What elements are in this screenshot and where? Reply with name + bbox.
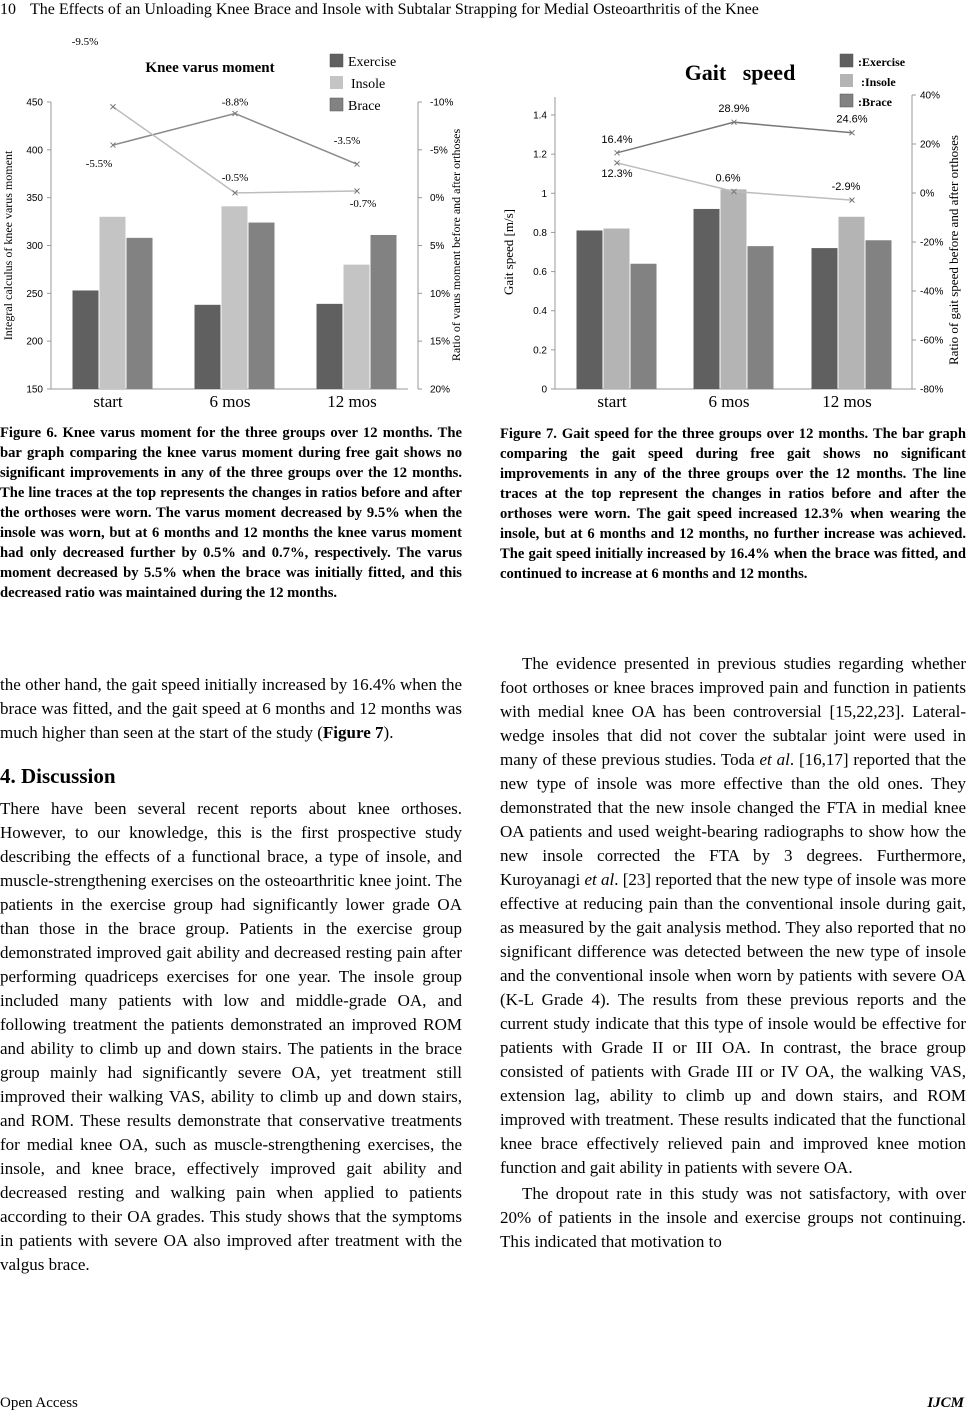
y-tick-label: 0.4 bbox=[533, 306, 547, 318]
line-data-label: -0.5% bbox=[221, 171, 249, 184]
figure-7-caption: Figure 7. Gait speed for the three groups over 12 months. The bar graph comparing the gait speed during free gait shows no significant improvements in any of the three groups over the 12 months. The line traces at the top represent the changes in ratios before and after the orthoses were worn. The gait speed increased 12.3% when wearing the insole, but at 6 months and 12 months, no further increase was achieved. The gait speed initially increased by 16.4% when the brace was fitted, and continued to increase at 6 months and 12 months. bbox=[500, 426, 966, 582]
text: the other hand, the gait speed initially increased by 16.4% when the brace was fitted, and the gait speed at 6 months and 12 months was much higher than seen at the start of the study ( bbox=[0, 675, 462, 742]
legend-swatch-exercise bbox=[840, 54, 853, 67]
y-tick-label: 400 bbox=[26, 145, 43, 157]
y2-axis-label: Ratio of gait speed before and after orthoses bbox=[946, 135, 961, 365]
running-title: The Effects of an Unloading Knee Brace and Insole with Subtalar Strapping for Medial Osteoarthritis of the Knee bbox=[30, 1, 759, 18]
bar-exercise bbox=[195, 305, 221, 389]
x-category-label: start bbox=[597, 392, 627, 411]
et-al: et al bbox=[584, 870, 615, 889]
bar-insole bbox=[839, 217, 865, 389]
bar-brace bbox=[866, 240, 892, 389]
bar-insole bbox=[100, 217, 126, 389]
y-tick-label: 350 bbox=[26, 193, 43, 205]
figure-7-chart bbox=[490, 50, 966, 410]
bar-brace bbox=[631, 264, 657, 389]
y2-tick-label: -20% bbox=[920, 237, 944, 249]
line-point-marker bbox=[111, 104, 116, 109]
bar-brace bbox=[249, 223, 275, 389]
et-al: et al bbox=[759, 750, 790, 769]
y2-tick-label: -80% bbox=[920, 384, 944, 396]
line-data-label: -0.7% bbox=[349, 197, 377, 210]
legend-swatch-insole bbox=[840, 74, 853, 87]
line-data-label: -9.5% bbox=[71, 35, 99, 48]
y-axis-label: Gait speed [m/s] bbox=[501, 209, 516, 295]
bar-brace bbox=[127, 238, 153, 389]
y-tick-label: 1.4 bbox=[533, 110, 547, 122]
legend-label: Insole bbox=[351, 77, 386, 92]
bar-brace bbox=[371, 235, 397, 389]
y-tick-label: 0.2 bbox=[533, 345, 547, 357]
y2-tick-label: 5% bbox=[430, 241, 445, 252]
line-data-label: 0.6% bbox=[715, 172, 741, 185]
legend-label: :Exercise bbox=[858, 55, 906, 69]
x-category-label: 6 mos bbox=[708, 392, 750, 411]
figure-7-reference[interactable]: Figure 7 bbox=[322, 723, 384, 742]
bar-brace bbox=[748, 246, 774, 389]
line-data-label: 24.6% bbox=[836, 113, 868, 126]
bar-exercise bbox=[73, 290, 99, 389]
paragraph-evidence bbox=[500, 652, 966, 1180]
chart-title: Gait speed bbox=[684, 60, 796, 85]
ratio-line-0 bbox=[113, 113, 357, 164]
y2-tick-label: 20% bbox=[430, 384, 451, 396]
figure-6-chart bbox=[0, 35, 470, 411]
figure-6-caption: Figure 6. Knee varus moment for the three groups over 12 months. The bar graph comparing the knee varus moment during free gait shows no significant improvements in any of the three groups over the 12 months. The line traces at the top represents the changes in ratios before and after the orthoses were worn. The varus moment decreased by 9.5% when the insole was worn, but at 6 months and 12 months the knee varus moment had only decreased further by 0.5% and 0.7%, respectively. The varus moment decreased by 5.5% when the brace was initially fitted, and this decreased ratio was maintained during the 12 months. bbox=[0, 425, 462, 601]
line-data-label: -5.5% bbox=[85, 158, 113, 171]
bar-exercise bbox=[577, 230, 603, 389]
text: . [23] reported that the new type of insole was more effective at reducing pain than the conventional insole during gait, as measured by the gait analysis method. They also reported that no significant difference was detected between the new type of insole and the conventional insole when worn by patients with severe OA (K-L Grade 4). The results from these previous reports and the current study indicate that this type of insole would be effective for patients with Grade II or III OA. In contrast, the brace group consisted of patients with Grade III or IV OA, the walking VAS, extension lag, ability to climb up and down stairs, and ROM improved with treatment. These results indicated that the functional knee brace effectively relieved pain and improved knee motion function and gait ability in patients with severe OA. bbox=[500, 870, 966, 1177]
y2-tick-label: -40% bbox=[920, 286, 944, 298]
footer-open-access: Open Access bbox=[0, 1395, 78, 1411]
legend-swatch-insole bbox=[330, 76, 343, 89]
x-category-label: 6 mos bbox=[209, 392, 251, 411]
legend-label: :Insole bbox=[861, 75, 896, 89]
y2-tick-label: -60% bbox=[920, 335, 944, 347]
y2-tick-label: -5% bbox=[430, 145, 448, 157]
y-tick-label: 0 bbox=[541, 384, 547, 396]
y-tick-label: 150 bbox=[26, 384, 43, 396]
legend-swatch-brace bbox=[840, 94, 853, 107]
y-tick-label: 1.2 bbox=[533, 149, 547, 161]
text: . [16,17] reported that the new type of insole was more effective than the old ones. They demonstrated that the new insole changed the FTA in medial knee OA patients and used weight-bearing radiographs to show how the new insole corrected the FTA by 3 degrees. Furthermore, Kuroyanagi bbox=[500, 750, 966, 889]
bar-insole bbox=[604, 229, 630, 389]
page-number: 10 bbox=[0, 1, 16, 18]
x-category-label: 12 mos bbox=[822, 392, 872, 411]
line-data-label: -3.5% bbox=[333, 135, 361, 148]
y2-tick-label: 15% bbox=[430, 336, 451, 348]
right-column bbox=[500, 652, 966, 1254]
bar-exercise bbox=[317, 304, 343, 389]
line-data-label: -2.9% bbox=[831, 181, 861, 194]
left-column bbox=[0, 673, 462, 1277]
discussion-paragraph: There have been several recent reports about knee orthoses. However, to our knowledge, this is the first prospective study describing the effects of a functional brace, a type of insole, and muscle-strengthening exercises on the osteoarthritic knee joint. The patients in the exercise group had significantly lower grade OA than those in the brace group. Patients in the exercise group demonstrated improved gait ability and decreased resting pain after performing quadriceps exercises for one year. The insole group included many patients with low and middle-grade OA, and following treatment the patients demonstrated an improved ROM and ability to climb up and down stairs. The patients in the brace group mainly had significantly severe OA, yet treatment still improved their walking VAS, ability to climb up and down stairs, and ROM. These results demonstrate that conservative treatments for medial knee OA, such as muscle-strengthening exercises, the insole, and knee brace, effectively improved gait ability and decreased resting and walking pain when applied to patients according to their OA grades. This study shows that the symptoms in patients with severe OA also improved after treatment with the valgus brace. bbox=[0, 799, 462, 1274]
y2-tick-label: 0% bbox=[430, 193, 445, 205]
legend-label: Exercise bbox=[348, 55, 397, 70]
y-tick-label: 450 bbox=[26, 97, 43, 109]
bar-exercise bbox=[812, 248, 838, 389]
y2-tick-label: 10% bbox=[430, 288, 451, 300]
text: The evidence presented in previous studies regarding whether foot orthoses or knee braces improved pain and function in patients with medial knee OA has been controversial [15,22,23]. Lateral-wedge insoles that did not cover the subtalar joint were used in many of these previous studies. Toda bbox=[500, 654, 966, 769]
y2-tick-label: 20% bbox=[920, 139, 941, 151]
y-tick-label: 250 bbox=[26, 288, 43, 300]
legend-swatch-brace bbox=[330, 98, 343, 111]
y2-tick-label: -10% bbox=[430, 97, 454, 109]
legend-label: :Brace bbox=[858, 95, 892, 109]
line-data-label: 16.4% bbox=[601, 133, 633, 146]
y-tick-label: 200 bbox=[26, 336, 43, 348]
paragraph-continued bbox=[0, 673, 462, 745]
chart-title: Knee varus moment bbox=[145, 60, 275, 76]
y-tick-label: 0.6 bbox=[533, 267, 547, 279]
line-data-label: 12.3% bbox=[601, 167, 633, 180]
ratio-line-0 bbox=[617, 122, 852, 153]
section-heading-discussion: 4. Discussion bbox=[0, 764, 116, 788]
line-data-label: 28.9% bbox=[718, 103, 750, 116]
paragraph-dropout: The dropout rate in this study was not satisfactory, with over 20% of patients in the insole and exercise groups not continuing. This indicated that motivation to bbox=[500, 1184, 966, 1251]
y-axis-label: Integral calculus of knee varus moment bbox=[1, 150, 15, 341]
y2-tick-label: 0% bbox=[920, 188, 935, 200]
footer-journal: IJCM bbox=[927, 1395, 964, 1411]
legend-label: Brace bbox=[348, 99, 381, 114]
legend-swatch-exercise bbox=[330, 54, 343, 67]
text: ). bbox=[383, 723, 394, 742]
line-data-label: -8.8% bbox=[221, 96, 249, 109]
bar-insole bbox=[344, 265, 370, 389]
y2-tick-label: 40% bbox=[920, 90, 941, 102]
x-category-label: start bbox=[93, 392, 123, 411]
bar-insole bbox=[721, 189, 747, 389]
y-tick-label: 0.8 bbox=[533, 227, 547, 239]
x-category-label: 12 mos bbox=[327, 392, 377, 411]
y2-axis-label: Ratio of varus moment before and after orthoses bbox=[449, 128, 463, 362]
y-tick-label: 300 bbox=[26, 241, 43, 252]
bar-exercise bbox=[694, 209, 720, 389]
bar-insole bbox=[222, 206, 248, 389]
y-tick-label: 1 bbox=[541, 188, 547, 200]
